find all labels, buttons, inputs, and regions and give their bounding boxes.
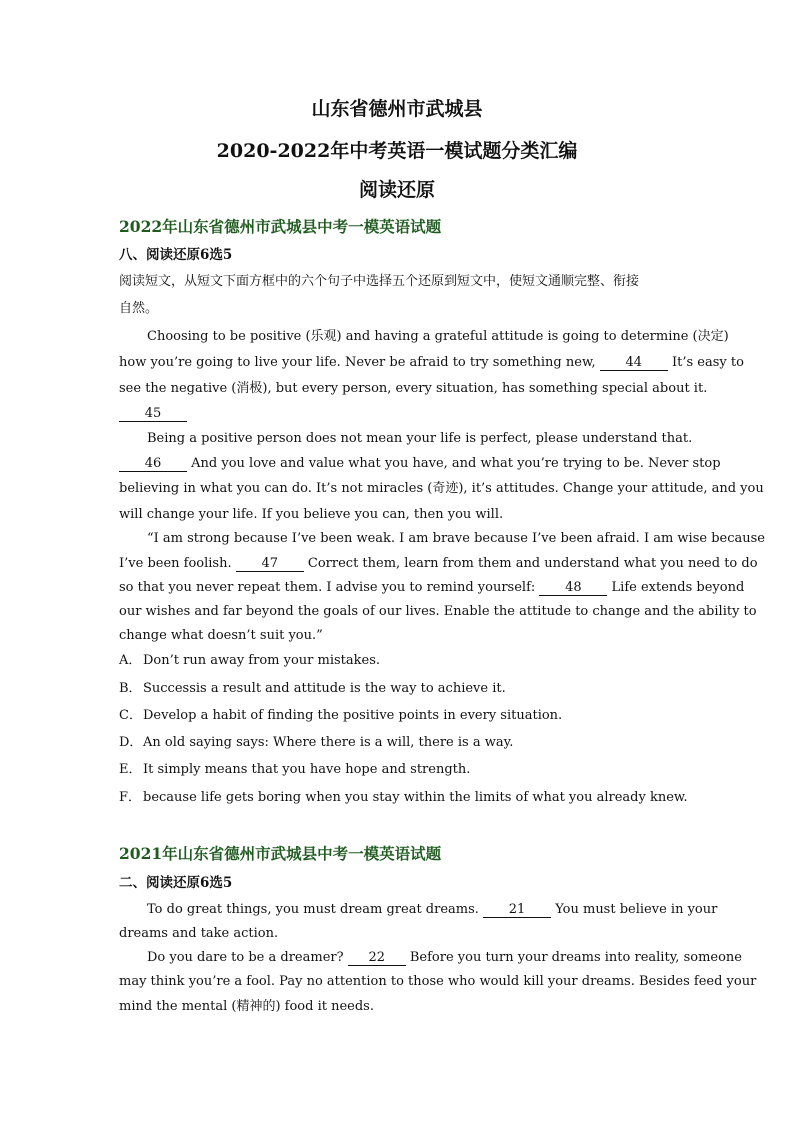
doc-title-line3: 阅读还原 <box>358 179 435 201</box>
option-f-letter: F． <box>119 790 142 805</box>
option-a <box>119 652 380 670</box>
s21-para1-line1 <box>147 901 718 919</box>
blank-46: 46 <box>119 456 187 472</box>
option-d <box>119 734 513 752</box>
para2-line2-text-b: And you love and value what you have, and what you’re trying to be. Never stop <box>191 456 721 471</box>
para2-line3: believing in what you can do. It’s not miracles (奇迹), it’s attitudes. Change your attitude, and you <box>119 481 764 496</box>
para3-line3-text-b: Life extends beyond <box>611 580 745 595</box>
section-2021-part-heading: 二、阅读还原6选5 <box>119 875 233 891</box>
para3-line2-text-b: Correct them, learn from them and understand what you need to do <box>307 556 758 571</box>
option-f-text: because life gets boring when you stay within the limits of what you already knew. <box>143 790 688 805</box>
option-d-letter: D． <box>119 735 143 750</box>
option-a-text: Don’t run away from your mistakes. <box>143 653 381 668</box>
doc-title-line1: 山东省德州市武城县 <box>311 98 483 120</box>
para1-line1: Choosing to be positive (乐观) and having a grateful attitude is going to determine (决定) <box>147 329 729 344</box>
para3-line1: “I am strong because I’ve been weak. I am brave because I’ve been afraid. I am wise because <box>147 531 765 546</box>
blank-45: 45 <box>119 406 187 422</box>
s21-para2-line1-text-a: Do you dare to be a dreamer? <box>147 950 344 965</box>
option-c-letter: C． <box>119 708 142 723</box>
option-e-text: It simply means that you have hope and strength. <box>143 762 471 777</box>
para3-line3 <box>119 579 745 597</box>
instructions-line1: 阅读短文，从短文下面方框中的六个句子中选择五个还原到短文中，使短文通顺完整、衔接 <box>119 274 640 289</box>
s21-para2-line2: may think you’re a fool. Pay no attention to those who would kill your dreams. Besides feed your <box>119 974 757 989</box>
para1-line3: see the negative (消极), but every person, every situation, has something special about it. <box>119 381 708 396</box>
section-2022-heading: 2022年山东省德州市武城县中考一模英语试题 <box>119 217 442 236</box>
blank-22: 22 <box>348 950 406 966</box>
para3-line5: change what doesn’t suit you.” <box>119 628 323 643</box>
instructions-line2: 自然。 <box>119 301 159 316</box>
doc-title-line2: 2020-2022年中考英语一模试题分类汇编 <box>216 140 578 162</box>
option-b-text: Successis a result and attitude is the way to achieve it. <box>143 681 506 696</box>
s21-para1-line1-text-b: You must believe in your <box>555 902 718 917</box>
section-2021-heading: 2021年山东省德州市武城县中考一模英语试题 <box>119 844 442 863</box>
option-b <box>119 680 506 698</box>
blank-21: 21 <box>483 902 551 918</box>
option-d-text: An old saying says: Where there is a will, there is a way. <box>143 735 514 750</box>
para3-line3-text-a: so that you never repeat them. I advise you to remind yourself: <box>119 580 536 595</box>
blank-48: 48 <box>539 580 607 596</box>
para3-line2-text-a: I’ve been foolish. <box>119 556 232 571</box>
blank-47: 47 <box>236 556 304 572</box>
s21-para1-line2: dreams and take action. <box>119 926 279 941</box>
option-b-letter: B． <box>119 681 142 696</box>
s21-para2-line1-text-b: Before you turn your dreams into reality, someone <box>409 950 742 965</box>
para2-line2 <box>119 455 721 473</box>
option-a-letter: A． <box>119 653 142 668</box>
para3-line4: our wishes and far beyond the goals of our lives. Enable the attitude to change and the ability to <box>119 604 757 619</box>
para3-line2 <box>119 555 758 573</box>
option-e-letter: E． <box>119 762 142 777</box>
s21-para2-line1 <box>147 949 742 967</box>
para1-line2-text-a: how you’re going to live your life. Never be afraid to try something new, <box>119 355 596 370</box>
option-c-text: Develop a habit of finding the positive points in every situation. <box>143 708 563 723</box>
s21-para1-line1-text-a: To do great things, you must dream great dreams. <box>147 902 479 917</box>
blank-44: 44 <box>600 355 668 371</box>
section-2022-part-heading: 八、阅读还原6选5 <box>119 247 233 263</box>
option-c <box>119 707 562 725</box>
option-f <box>119 789 688 807</box>
para2-line1: Being a positive person does not mean your life is perfect, please understand that. <box>147 431 693 446</box>
para1-line2 <box>119 354 744 372</box>
para1-line2-text-b: It’s easy to <box>671 355 744 370</box>
s21-para2-line3: mind the mental (精神的) food it needs. <box>119 999 374 1014</box>
option-e <box>119 761 470 779</box>
para1-line4 <box>119 405 679 423</box>
para2-line4: will change your life. If you believe you can, then you will. <box>119 507 504 522</box>
